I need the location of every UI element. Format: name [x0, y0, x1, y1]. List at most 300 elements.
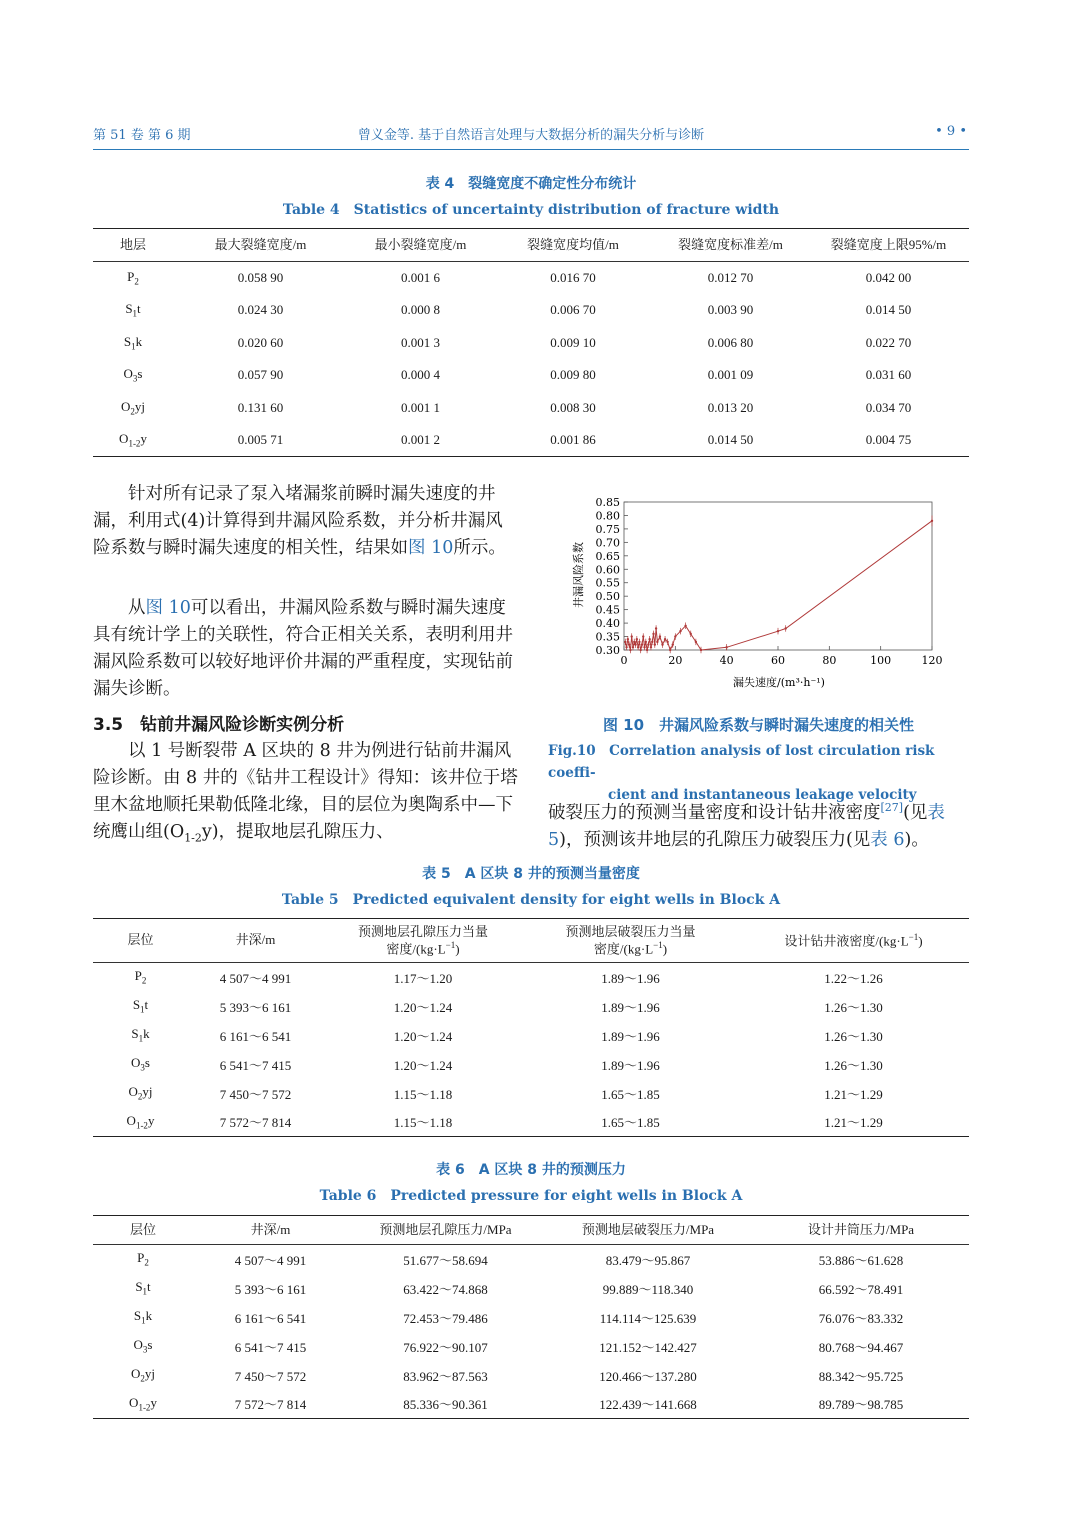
table-cell: 89.789～98.785: [753, 1390, 969, 1419]
layer-base: S: [125, 301, 133, 317]
table5-caption-cn: 表 5 A 区块 8 井的预测当量密度: [422, 866, 640, 882]
layer-cell: [93, 1303, 193, 1332]
table-cell: 7 450～7 572: [234, 1368, 307, 1384]
table5-body: [93, 963, 969, 1137]
table5-caption-en: Table 5 Predicted equivalent density for eight wells in Block A: [281, 892, 781, 908]
running-head: [93, 122, 969, 150]
table-cell: 76.922～90.107: [403, 1339, 488, 1355]
t5-header-line: ): [918, 933, 923, 949]
layer-subscript: 1-2: [135, 1120, 148, 1131]
data-point: [785, 627, 787, 629]
t4-header: 最大裂缝宽度/m: [173, 229, 348, 262]
table-cell: 122.439～141.668: [543, 1390, 753, 1419]
data-point: [931, 520, 933, 522]
table-cell: 0.006 80: [707, 334, 754, 350]
table4: [93, 228, 969, 457]
x-tick-label: 20: [668, 654, 683, 667]
table-cell: 1.65～1.85: [601, 1086, 660, 1102]
layer-cell: [93, 294, 173, 327]
layer-subscript: 1: [138, 1033, 144, 1044]
table4-body: [93, 262, 969, 457]
chart-error-bars: [625, 515, 932, 653]
t4-header: 裂缝宽度上限95%/m: [808, 229, 969, 262]
layer-suffix: t: [144, 997, 149, 1013]
table-cell: 66.592～78.491: [818, 1281, 904, 1297]
layer-base: S: [131, 1026, 139, 1042]
table-cell: 1.21～1.29: [824, 1086, 883, 1102]
data-point: [643, 646, 645, 648]
table-cell: 1.89～1.96: [601, 1057, 660, 1073]
layer-base: O: [130, 1366, 141, 1382]
layer-subscript: 1-2: [128, 438, 141, 449]
x-tick-label: 60: [771, 654, 785, 667]
table-cell: 0.001 1: [401, 399, 440, 415]
table-cell: 0.003 90: [707, 302, 754, 318]
layer-cell: [93, 992, 188, 1021]
article-title: 曾义金等. 基于自然语言处理与大数据分析的漏失分析与诊断: [357, 128, 705, 143]
paragraph-2: [93, 595, 518, 703]
layer-subscript: 3: [142, 1344, 148, 1355]
x-tick-label: 80: [822, 654, 837, 667]
page-number: • 9 •: [935, 124, 967, 139]
table-cell: 0.058 90: [237, 270, 284, 285]
p2-text-end: 可以看出，井漏风险系数与瞬时漏失速度具有统计学上的关联性，符合正相关关系，表明利用井漏风险系数可以较好地评价井漏的严重程度，实现钻前漏失诊断。: [93, 598, 513, 699]
data-point: [629, 649, 631, 651]
layer-cell: [93, 1108, 188, 1137]
t6-header: 井深/m: [193, 1216, 348, 1245]
table-cell: 0.001 2: [348, 424, 493, 457]
table-cell: 1.17～1.20: [393, 970, 453, 986]
table-row: [93, 1108, 969, 1137]
chart-axes: [596, 496, 943, 667]
t5-header-line: 预测地层孔隙压力当量: [357, 923, 488, 939]
layer-suffix: y: [140, 431, 147, 447]
layer-suffix: s: [144, 1055, 150, 1071]
table-cell: 51.677～58.694: [403, 1252, 488, 1268]
p3-subscript: 1-2: [184, 831, 202, 845]
table-row: [93, 294, 969, 327]
layer-subscript: 3: [140, 1062, 145, 1073]
table-cell: 88.342～95.725: [818, 1368, 904, 1384]
data-point: [638, 641, 640, 643]
layer-base: P: [127, 269, 135, 285]
table-cell: 76.076～83.332: [818, 1310, 904, 1326]
table-cell: 1.89～1.96: [601, 970, 660, 986]
data-point: [695, 641, 697, 643]
layer-base: O: [123, 366, 133, 382]
y-tick-label: 0.30: [595, 644, 620, 657]
layer-base: O: [119, 431, 129, 447]
table-row: [93, 1361, 969, 1390]
table-cell: 7 572～7 814: [188, 1108, 323, 1137]
layer-cell: [93, 1021, 188, 1050]
y-tick-label: 0.80: [595, 509, 620, 523]
table-cell: 99.889～118.340: [602, 1281, 694, 1297]
layer-subscript: 3: [132, 374, 138, 385]
data-point: [650, 646, 652, 648]
layer-base: S: [123, 333, 132, 349]
layer-suffix: yj: [134, 398, 145, 414]
table-row: [93, 1245, 969, 1274]
table-cell: 0.131 60: [237, 399, 284, 415]
table-cell: 0.012 70: [707, 270, 754, 285]
layer-base: P: [134, 968, 142, 984]
table-row: [93, 1050, 969, 1079]
table-row: [93, 1303, 969, 1332]
layer-subscript: 1: [131, 341, 136, 352]
table-cell: 0.009 80: [550, 367, 596, 383]
data-point: [632, 646, 634, 648]
table-cell: 83.479～95.867: [605, 1252, 691, 1268]
t4-header: 裂缝宽度均值/m: [493, 229, 653, 262]
table-row: [93, 392, 969, 425]
table-row: [93, 424, 969, 457]
fig10-link[interactable]: 图 10: [408, 538, 454, 558]
table-cell: 0.034 70: [865, 399, 912, 415]
table-cell: 1.20～1.24: [393, 999, 453, 1015]
data-point: [655, 627, 657, 629]
table6-body: [93, 1245, 969, 1419]
table-cell: 7 450～7 572: [219, 1086, 292, 1102]
t5-header-line: 设计钻井液密度/(kg·L: [784, 933, 909, 949]
table-cell: 120.466～137.280: [599, 1368, 697, 1384]
table-cell: 0.000 8: [401, 302, 440, 318]
data-point: [700, 649, 702, 651]
chart-points: [624, 520, 933, 652]
p1-text-end: 所示。: [453, 538, 506, 558]
table-cell: 0.001 86: [493, 424, 653, 457]
data-point: [656, 641, 658, 643]
table-cell: 7 572～7 814: [193, 1390, 348, 1419]
data-point: [659, 635, 661, 637]
t5-header-line: ): [455, 941, 460, 957]
layer-base: O: [120, 398, 131, 414]
table-cell: 6 161～6 541: [234, 1310, 307, 1326]
p2-text: 从: [128, 598, 146, 618]
t5-header-line: 预测地层破裂压力当量: [565, 923, 696, 939]
data-point: [725, 646, 727, 648]
data-point: [684, 625, 686, 627]
table-cell: 53.886～61.628: [818, 1252, 904, 1268]
layer-suffix: s: [147, 1337, 153, 1353]
layer-subscript: 1: [142, 1286, 148, 1297]
table-row: [93, 327, 969, 360]
t6-header: 设计井筒压力/MPa: [753, 1216, 969, 1245]
layer-suffix: y: [150, 1394, 157, 1410]
data-point: [642, 635, 644, 637]
layer-subscript: 2: [137, 1091, 143, 1102]
table-row: [93, 359, 969, 392]
table6-caption-cn: 表 6 A 区块 8 井的预测压力: [436, 1162, 626, 1178]
y-tick-label: 0.60: [595, 563, 620, 577]
layer-base: O: [128, 1084, 138, 1100]
data-point: [664, 638, 666, 640]
y-tick-label: 0.50: [595, 590, 620, 604]
citation-link[interactable]: [27]: [880, 801, 904, 814]
y-tick-label: 0.70: [595, 536, 620, 550]
table-row: [93, 1274, 969, 1303]
data-point: [654, 643, 656, 645]
paragraph-3: [93, 738, 518, 852]
layer-subscript: 2: [130, 406, 135, 417]
data-point: [674, 635, 676, 637]
layer-cell: [93, 1390, 193, 1419]
t4-header: 地层: [93, 229, 173, 262]
layer-subscript: 2: [144, 1258, 149, 1269]
data-point: [628, 643, 630, 645]
layer-base: P: [137, 1250, 145, 1266]
data-point: [624, 641, 626, 643]
table-cell: 72.453～79.486: [403, 1310, 488, 1326]
layer-cell: [93, 963, 188, 992]
table-cell: 1.26～1.30: [824, 999, 883, 1015]
layer-cell: [93, 392, 173, 425]
figure10-caption-cn: 图 10 井漏风险系数与瞬时漏失速度的相关性: [602, 716, 915, 734]
table-cell: 80.768～94.467: [818, 1339, 904, 1355]
table-cell: 6 541～7 415: [234, 1339, 307, 1355]
p3-text: 以 1 号断裂带 A 区块的 8 井为例进行钻前井漏风险诊断。由 8 井的《钻井工程设计》得知：该井位于塔里木盆地顺托果勒低隆北缘，目的层位为奥陶系中—下统鹰山组(O: [93, 741, 518, 842]
table-cell: 0.042 00: [865, 270, 912, 285]
table-cell: 1.89～1.96: [601, 999, 660, 1015]
table-cell: 1.20～1.24: [393, 1057, 453, 1073]
t5-header: [738, 919, 969, 963]
t4-header: 裂缝宽度标准差/m: [653, 229, 808, 262]
layer-cell: [93, 262, 173, 295]
t5-header: [323, 919, 523, 963]
table-cell: 0.001 09: [707, 367, 754, 383]
data-point: [627, 638, 629, 640]
table-cell: 1.15～1.18: [393, 1086, 453, 1102]
layer-subscript: 1: [141, 1315, 146, 1326]
table-cell: 0.008 30: [550, 399, 596, 415]
layer-suffix: y: [147, 1112, 155, 1128]
fig10-link[interactable]: 图 10: [145, 598, 191, 618]
y-axis-label: 井漏风险系数: [572, 542, 585, 608]
p4-text-end: )。: [904, 829, 929, 850]
table-row: [93, 1390, 969, 1419]
layer-base: O: [133, 1337, 143, 1353]
layer-base: O: [126, 1112, 136, 1128]
table-cell: 1.26～1.30: [824, 1057, 883, 1073]
layer-base: S: [133, 1308, 142, 1324]
layer-cell: [93, 1361, 193, 1390]
table-cell: 63.422～74.868: [403, 1281, 488, 1297]
t5-header-line: 密度/(kg·L: [386, 941, 446, 957]
table5: [93, 918, 969, 1137]
table-cell: 6 161～6 541: [219, 1028, 292, 1044]
data-point: [645, 641, 647, 643]
x-axis-label: 漏失速度/(m³·h⁻¹): [733, 676, 825, 689]
y-tick-label: 0.65: [595, 549, 620, 563]
layer-base: S: [135, 1279, 143, 1295]
t5-header: 井深/m: [188, 919, 323, 963]
table-row: [93, 992, 969, 1021]
table4-caption-cn: 表 4 裂缝宽度不确定性分布统计: [425, 176, 637, 192]
data-point: [651, 641, 653, 643]
t5-header: 层位: [93, 919, 188, 963]
table-cell: 114.114～125.639: [599, 1310, 697, 1326]
layer-subscript: 1: [132, 309, 138, 320]
layer-suffix: k: [145, 1308, 153, 1324]
t6-header: 预测地层破裂压力/MPa: [543, 1216, 753, 1245]
data-point: [646, 649, 648, 651]
p3-text-end: y)，提取地层孔隙压力、: [201, 822, 394, 842]
table-row: [93, 1332, 969, 1361]
y-tick-label: 0.85: [595, 496, 620, 509]
layer-cell: [93, 1079, 188, 1108]
table6: [93, 1215, 969, 1419]
table4-caption-en: Table 4 Statistics of uncertainty distribution of fracture width: [282, 202, 780, 218]
figure10-chart: [560, 490, 960, 700]
t5-header-line: 密度/(kg·L: [593, 941, 654, 957]
table-cell: 0.024 30: [237, 302, 284, 318]
data-point: [647, 643, 649, 645]
table-cell: 0.005 71: [173, 424, 348, 457]
layer-subscript: 2: [141, 976, 147, 987]
p4-text: 破裂压力的预测当量密度和设计钻井液密度: [548, 802, 881, 823]
data-point: [625, 646, 627, 648]
table-cell: 0.004 75: [808, 424, 969, 457]
table6-link[interactable]: 表 6: [870, 829, 905, 850]
table-cell: 5 393～6 161: [234, 1281, 307, 1297]
table-cell: 1.15～1.18: [323, 1108, 523, 1137]
table-cell: 0.014 50: [865, 302, 912, 318]
layer-subscript: 1: [140, 1004, 145, 1015]
layer-cell: [93, 359, 173, 392]
data-point: [631, 635, 633, 637]
p4-text: (见: [903, 802, 928, 823]
data-point: [666, 641, 668, 643]
table-cell: 6 541～7 415: [219, 1057, 292, 1073]
table-cell: 0.001 6: [401, 270, 440, 285]
table-cell: 121.152～142.427: [599, 1339, 697, 1355]
table5-link[interactable]: 表 5: [548, 802, 945, 850]
layer-cell: [93, 1274, 193, 1303]
table-cell: 85.336～90.361: [348, 1390, 543, 1419]
table-cell: 5 393～6 161: [219, 999, 292, 1015]
layer-base: O: [131, 1055, 141, 1071]
layer-subscript: 2: [134, 276, 139, 287]
layer-subscript: 1-2: [138, 1402, 151, 1413]
table-cell: 1.26～1.30: [824, 1028, 883, 1044]
table-cell: 1.65～1.85: [523, 1108, 738, 1137]
table-cell: 0.009 10: [550, 334, 596, 350]
volume-issue: 第 51 卷 第 6 期: [93, 128, 191, 143]
layer-subscript: 2: [140, 1373, 145, 1384]
layer-cell: [93, 1050, 188, 1079]
table-cell: 0.016 70: [550, 270, 596, 285]
table-cell: 1.21～1.29: [738, 1108, 969, 1137]
caption-en-line2: cient and instantaneous leakage velocity: [608, 787, 917, 803]
table6-caption-en: Table 6 Predicted pressure for eight wells in Block A: [319, 1188, 743, 1204]
data-point: [672, 643, 674, 645]
layer-suffix: t: [147, 1279, 151, 1295]
x-tick-label: 100: [870, 654, 892, 667]
layer-suffix: k: [143, 1026, 150, 1042]
t5-header-sup: −1: [653, 939, 663, 950]
x-tick-label: 120: [921, 654, 943, 667]
layer-base: S: [132, 997, 141, 1013]
section-heading: 3.5 钻前井漏风险诊断实例分析: [93, 715, 345, 735]
data-point: [669, 649, 671, 651]
y-tick-label: 0.55: [595, 576, 620, 590]
t5-header-sup: −1: [908, 931, 919, 942]
layer-cell: [93, 424, 173, 457]
table-row: [93, 1079, 969, 1108]
p4-text: )，预测该井地层的孔隙压力破裂压力(见: [559, 829, 871, 850]
table-row: [93, 262, 969, 295]
table-row: [93, 1021, 969, 1050]
data-point: [690, 633, 692, 635]
y-tick-label: 0.35: [595, 630, 620, 644]
table-cell: 0.001 3: [401, 334, 440, 350]
table-cell: 0.013 20: [707, 399, 754, 415]
data-point: [641, 643, 643, 645]
layer-suffix: k: [135, 333, 143, 349]
table-cell: 1.22～1.26: [824, 970, 883, 986]
t6-header: 预测地层孔隙压力/MPa: [348, 1216, 543, 1245]
paragraph-1: [93, 481, 518, 562]
data-point: [679, 630, 681, 632]
data-point: [637, 646, 639, 648]
table-cell: 4 507～4 991: [234, 1252, 307, 1268]
table-cell: 0.022 70: [865, 334, 912, 350]
table-cell: 1.89～1.96: [601, 1028, 660, 1044]
data-point: [661, 643, 663, 645]
data-point: [652, 633, 654, 635]
data-point: [636, 638, 638, 640]
layer-suffix: yj: [144, 1366, 155, 1382]
data-point: [648, 638, 650, 640]
table-cell: 0.057 90: [237, 367, 284, 383]
table-cell: 1.20～1.24: [393, 1028, 453, 1044]
table-cell: 4 507～4 991: [219, 970, 292, 986]
table-cell: 0.031 60: [865, 367, 912, 383]
layer-cell: [93, 1245, 193, 1274]
x-tick-label: 0: [620, 654, 628, 667]
t5-header: [523, 919, 738, 963]
data-point: [634, 643, 636, 645]
layer-suffix: s: [137, 366, 143, 382]
data-point: [639, 649, 641, 651]
data-point: [777, 630, 779, 632]
paragraph-4: [548, 794, 973, 854]
table-cell: 0.006 70: [550, 302, 596, 318]
table-cell: 0.014 50: [653, 424, 808, 457]
table-cell: 83.962～87.563: [403, 1368, 488, 1384]
layer-suffix: t: [137, 301, 141, 317]
layer-cell: [93, 1332, 193, 1361]
caption-en-line1: Fig.10 Correlation analysis of lost circulation risk coeffi-: [548, 743, 935, 781]
p1-text: 针对所有记录了泵入堵漏浆前瞬时漏失速度的井漏，利用式(4)计算得到井漏风险系数，并分析井漏风险系数与瞬时漏失速度的相关性，结果如: [93, 484, 503, 558]
layer-suffix: yj: [142, 1084, 153, 1100]
t4-header: 最小裂缝宽度/m: [348, 229, 493, 262]
layer-base: O: [129, 1394, 139, 1410]
plot-frame: [624, 502, 932, 650]
table-cell: 0.020 60: [237, 334, 284, 350]
x-tick-label: 40: [719, 654, 734, 667]
t5-header-line: ): [662, 941, 668, 957]
y-tick-label: 0.45: [595, 603, 620, 617]
y-tick-label: 0.75: [595, 522, 620, 536]
table-cell: 0.000 4: [401, 367, 440, 383]
layer-cell: [93, 327, 173, 360]
y-tick-label: 0.40: [595, 617, 620, 631]
table-row: [93, 963, 969, 992]
t6-header: 层位: [93, 1216, 193, 1245]
t5-header-sup: −1: [445, 939, 456, 950]
data-point: [633, 641, 635, 643]
